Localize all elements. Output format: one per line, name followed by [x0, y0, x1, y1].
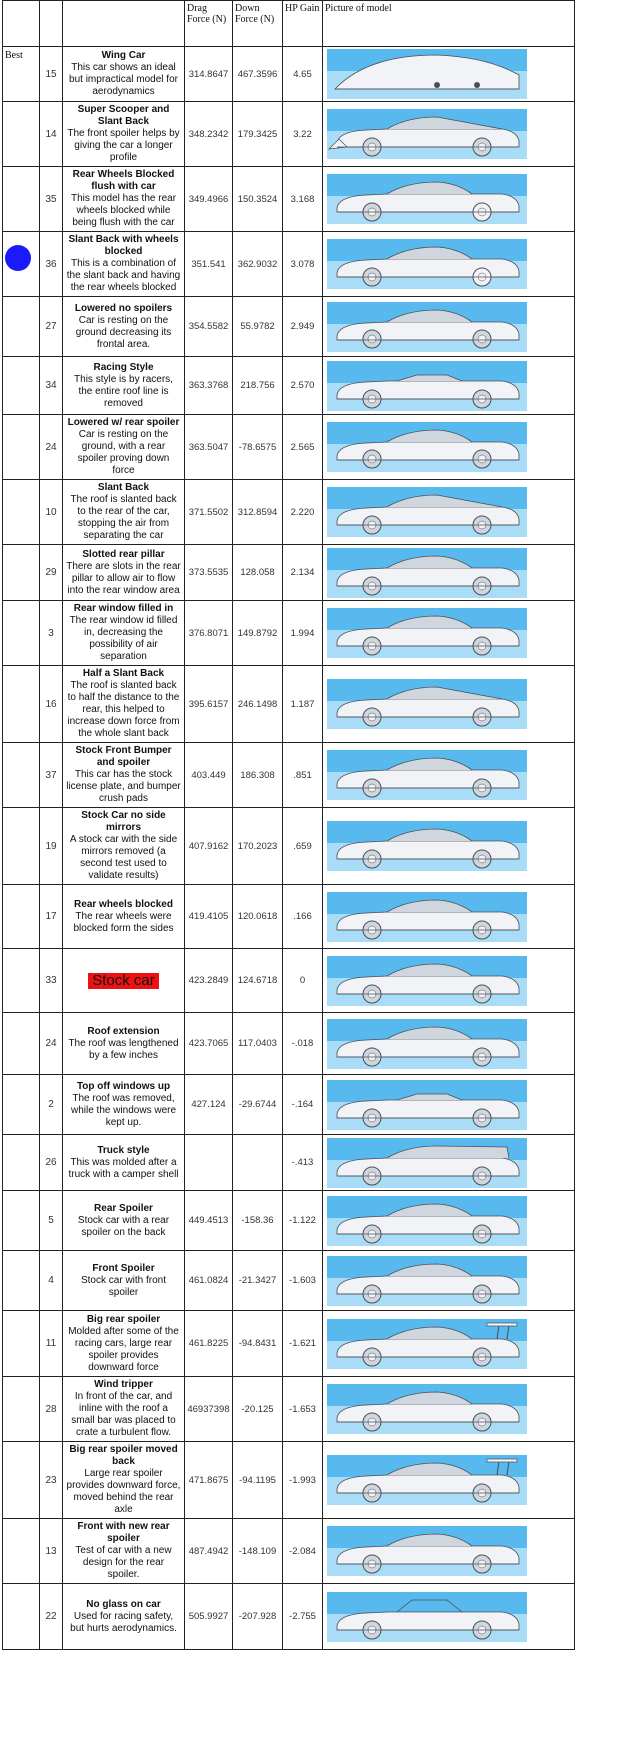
model-title: Slotted rear pillar: [82, 548, 165, 560]
rank-cell: [3, 47, 40, 102]
down-force-value: -78.6575: [233, 415, 283, 480]
model-description: [63, 1311, 185, 1377]
table-row: [3, 1442, 575, 1519]
table-row: [3, 297, 575, 357]
model-description: [63, 743, 185, 808]
model-body: Car is resting on the ground decreasing its frontal area.: [75, 314, 172, 350]
rank-cell: [3, 102, 40, 167]
hp-gain-value: -1.122: [283, 1191, 323, 1251]
model-picture: [323, 232, 575, 297]
model-picture: [323, 297, 575, 357]
model-number: 14: [40, 102, 63, 167]
model-body: The rear window id filled in, decreasing the possibility of air separation: [69, 615, 178, 662]
rank-cell: [3, 1519, 40, 1584]
car-model-image: [327, 1319, 527, 1369]
model-body: This model has the rear wheels blocked while being flush with the car: [70, 193, 177, 228]
drag-force-value: 427.124: [185, 1075, 233, 1135]
down-force-value: 120.0618: [233, 885, 283, 949]
model-body: The roof was lengthened by a few inches: [68, 1037, 179, 1061]
down-force-value: 186.308: [233, 743, 283, 808]
model-description: [63, 480, 185, 545]
down-force-value: 218.756: [233, 357, 283, 415]
down-force-value: 149.8792: [233, 601, 283, 666]
model-title: Lowered no spoilers: [74, 302, 173, 314]
model-body: Molded after some of the racing cars, large rear spoiler provides downward force: [68, 1325, 179, 1373]
model-description: [63, 1377, 185, 1442]
drag-force-value: 363.3768: [185, 357, 233, 415]
model-number: 22: [40, 1584, 63, 1650]
model-picture: [323, 480, 575, 545]
car-model-image: [327, 1455, 527, 1505]
model-number: 24: [40, 415, 63, 480]
model-title: No glass on car: [86, 1598, 161, 1610]
car-model-image: [327, 1080, 527, 1130]
model-title: Big rear spoiler moved back: [69, 1444, 178, 1467]
drag-force-value: 351.541: [185, 232, 233, 297]
model-description: [63, 1013, 185, 1075]
rank-cell: [3, 601, 40, 666]
model-description: [63, 1519, 185, 1584]
hp-gain-value: -2.755: [283, 1584, 323, 1650]
model-body: There are slots in the rear pillar to allow air to flow into the rear window area: [66, 560, 181, 596]
model-body: This was molded after a truck with a camper shell: [68, 1156, 179, 1180]
drag-force-value: 348.2342: [185, 102, 233, 167]
table-row: [3, 1075, 575, 1135]
model-description: [63, 1075, 185, 1135]
hp-gain-value: -1.653: [283, 1377, 323, 1442]
car-model-image: [327, 548, 527, 598]
model-number: 27: [40, 297, 63, 357]
model-body: Stock car with a rear spoiler on the back: [77, 1214, 170, 1238]
down-force-value: 362.9032: [233, 232, 283, 297]
hp-gain-value: 2.220: [283, 480, 323, 545]
hp-gain-value: -2.084: [283, 1519, 323, 1584]
model-title: Lowered w/ rear spoiler: [67, 417, 180, 428]
model-description: [63, 545, 185, 601]
car-model-image: [327, 1256, 527, 1306]
drag-force-value: 505.9927: [185, 1584, 233, 1650]
table-row: [3, 357, 575, 415]
model-title: Front Spoiler: [92, 1262, 155, 1274]
model-number: 2: [40, 1075, 63, 1135]
hp-gain-value: 2.570: [283, 357, 323, 415]
hp-gain-value: .166: [283, 885, 323, 949]
drag-force-value: 403.449: [185, 743, 233, 808]
down-force-value: -21.3427: [233, 1251, 283, 1311]
table-row: [3, 1013, 575, 1075]
hp-gain-value: 4.65: [283, 47, 323, 102]
rank-cell: [3, 545, 40, 601]
model-picture: [323, 1191, 575, 1251]
down-force-value: [233, 1135, 283, 1191]
table-row: [3, 545, 575, 601]
model-picture: [323, 1135, 575, 1191]
rank-cell: [3, 1442, 40, 1519]
model-number: 19: [40, 808, 63, 885]
model-title: Rear Wheels Blocked flush with car: [72, 169, 175, 192]
car-model-image: [327, 239, 527, 289]
car-model-image: [327, 1138, 527, 1188]
table-row: [3, 1584, 575, 1650]
drag-force-value: 461.0824: [185, 1251, 233, 1311]
table-row: [3, 885, 575, 949]
model-number: 5: [40, 1191, 63, 1251]
model-body: Car is resting on the ground, with a rear spoiler proving down force: [77, 429, 170, 476]
table-row: [3, 415, 575, 480]
model-title: Wind tripper: [94, 1379, 153, 1390]
model-number: 17: [40, 885, 63, 949]
model-picture: [323, 47, 575, 102]
down-force-value: 312.8594: [233, 480, 283, 545]
model-description: [63, 601, 185, 666]
table-row: [3, 1251, 575, 1311]
model-title: Truck style: [97, 1144, 150, 1156]
model-body: The roof is slanted back to half the distance to the rear, this helped to increase down force from the whole slant back: [67, 680, 180, 739]
model-number: 15: [40, 47, 63, 102]
model-title: Big rear spoiler: [86, 1313, 161, 1325]
model-picture: [323, 545, 575, 601]
model-number: 36: [40, 232, 63, 297]
down-force-value: 467.3596: [233, 47, 283, 102]
model-picture: [323, 415, 575, 480]
model-picture: [323, 1519, 575, 1584]
drag-force-value: 419.4105: [185, 885, 233, 949]
model-number: 34: [40, 357, 63, 415]
down-force-value: 170.2023: [233, 808, 283, 885]
rank-cell: [3, 1075, 40, 1135]
drag-force-value: 423.7065: [185, 1013, 233, 1075]
drag-force-value: 349.4966: [185, 167, 233, 232]
model-picture: [323, 1311, 575, 1377]
model-picture: [323, 1442, 575, 1519]
rank-cell: [3, 1191, 40, 1251]
model-picture: [323, 102, 575, 167]
table-row: [3, 1519, 575, 1584]
model-description: [63, 885, 185, 949]
hp-gain-value: 3.22: [283, 102, 323, 167]
model-number: 3: [40, 601, 63, 666]
model-body: Large rear spoiler provides downward force, moved behind the rear axle: [66, 1468, 181, 1515]
model-body: Stock car with front spoiler: [80, 1274, 167, 1298]
down-force-value: 55.9782: [233, 297, 283, 357]
hp-gain-value: -.018: [283, 1013, 323, 1075]
down-force-value: -94.8431: [233, 1311, 283, 1377]
rank-cell: [3, 167, 40, 232]
car-model-image: [327, 361, 527, 411]
header-drag-force: Drag Force (N): [185, 1, 233, 47]
hp-gain-value: .659: [283, 808, 323, 885]
down-force-value: 128.058: [233, 545, 283, 601]
model-number: 13: [40, 1519, 63, 1584]
model-body: A stock car with the side mirrors removed (a second test used to validate results): [69, 834, 178, 881]
model-title: Roof extension: [87, 1025, 160, 1037]
model-picture: [323, 885, 575, 949]
header-row: [3, 1, 575, 47]
table-row: [3, 601, 575, 666]
rank-cell: [3, 1311, 40, 1377]
rank-cell: [3, 415, 40, 480]
hp-gain-value: 2.949: [283, 297, 323, 357]
car-model-image: [327, 821, 527, 871]
down-force-value: -94.1195: [233, 1442, 283, 1519]
model-number: 37: [40, 743, 63, 808]
rank-cell: [3, 1013, 40, 1075]
rank-cell: [3, 232, 40, 297]
model-number: 28: [40, 1377, 63, 1442]
hp-gain-value: .851: [283, 743, 323, 808]
model-number: 23: [40, 1442, 63, 1519]
rank-cell: [3, 666, 40, 743]
hp-gain-value: 2.134: [283, 545, 323, 601]
down-force-value: -148.109: [233, 1519, 283, 1584]
rank-cell: [3, 808, 40, 885]
model-picture: [323, 1075, 575, 1135]
model-title: Slant Back: [97, 482, 150, 493]
rank-cell: [3, 743, 40, 808]
down-force-value: 117.0403: [233, 1013, 283, 1075]
models-table-body: [3, 47, 575, 1650]
hp-gain-value: -.164: [283, 1075, 323, 1135]
car-model-image: [327, 49, 527, 99]
table-row: [3, 808, 575, 885]
model-title: Rear Spoiler: [94, 1202, 153, 1214]
hp-gain-value: -1.603: [283, 1251, 323, 1311]
drag-force-value: 373.5535: [185, 545, 233, 601]
down-force-value: 246.1498: [233, 666, 283, 743]
down-force-value: -158.36: [233, 1191, 283, 1251]
header-down-force: Down Force (N): [233, 1, 283, 47]
model-title: Top off windows up: [76, 1080, 171, 1092]
rank-cell: [3, 1584, 40, 1650]
model-body: The rear wheels were blocked form the sides: [73, 910, 174, 934]
model-title: Rear window filled in: [73, 603, 174, 614]
model-description: [63, 808, 185, 885]
model-body: The roof is slanted back to the rear of the car, stopping the air from separating the car: [70, 494, 177, 541]
header-rank: [3, 1, 40, 47]
model-description: [63, 297, 185, 357]
down-force-value: 150.3524: [233, 167, 283, 232]
rank-cell: [3, 885, 40, 949]
hp-gain-value: -.413: [283, 1135, 323, 1191]
car-model-image: [327, 422, 527, 472]
model-description: [63, 1135, 185, 1191]
model-description: [63, 666, 185, 743]
model-picture: [323, 1377, 575, 1442]
table-row: [3, 1135, 575, 1191]
model-picture: [323, 1584, 575, 1650]
table-row: [3, 102, 575, 167]
model-description: [63, 232, 185, 297]
drag-force-value: 407.9162: [185, 808, 233, 885]
model-title: Racing Style: [93, 361, 154, 373]
hp-gain-value: 3.168: [283, 167, 323, 232]
car-model-image: [327, 1592, 527, 1642]
hp-gain-value: -1.621: [283, 1311, 323, 1377]
car-model-image: [327, 679, 527, 729]
header-desc: [63, 1, 185, 47]
car-model-image: [327, 1384, 527, 1434]
model-body: Used for racing safety, but hurts aerodynamics.: [70, 1610, 177, 1634]
model-picture: [323, 1251, 575, 1311]
drag-force-value: [185, 1135, 233, 1191]
table-row: [3, 949, 575, 1013]
model-description: [63, 102, 185, 167]
drag-force-value: 363.5047: [185, 415, 233, 480]
model-title: Slant Back with wheels blocked: [68, 234, 179, 257]
model-picture: [323, 949, 575, 1013]
model-description: [63, 415, 185, 480]
rank-cell: [3, 1377, 40, 1442]
model-description: [63, 357, 185, 415]
rank-cell: [3, 949, 40, 1013]
model-description: [63, 167, 185, 232]
model-number: 29: [40, 545, 63, 601]
model-number: 11: [40, 1311, 63, 1377]
model-body: Test of car with a new design for the rear spoiler.: [75, 1545, 172, 1580]
hp-gain-value: 1.994: [283, 601, 323, 666]
hp-gain-value: 1.187: [283, 666, 323, 743]
header-picture: Picture of model: [323, 1, 575, 47]
rank-cell: [3, 480, 40, 545]
best-label: Best: [5, 50, 23, 61]
rank-cell: [3, 1135, 40, 1191]
model-title: Rear wheels blocked: [74, 898, 173, 910]
rank-cell: [3, 357, 40, 415]
model-title: Front with new rear spoiler: [77, 1521, 170, 1544]
model-title: Super Scooper and Slant Back: [77, 104, 170, 127]
down-force-value: -207.928: [233, 1584, 283, 1650]
down-force-value: -29.6744: [233, 1075, 283, 1135]
drag-force-value: 376.8071: [185, 601, 233, 666]
drag-force-value: 371.5502: [185, 480, 233, 545]
drag-force-value: 449.4513: [185, 1191, 233, 1251]
table-row: [3, 1191, 575, 1251]
model-body: The front spoiler helps by giving the car a longer profile: [67, 128, 180, 163]
hp-gain-value: 0: [283, 949, 323, 1013]
model-body: The roof was removed, while the windows were kept up.: [70, 1092, 177, 1128]
rank-cell: [3, 297, 40, 357]
model-number: 4: [40, 1251, 63, 1311]
hp-gain-value: 3.078: [283, 232, 323, 297]
car-model-image: [327, 109, 527, 159]
model-description: [63, 1191, 185, 1251]
table-row: [3, 1377, 575, 1442]
model-body: In front of the car, and inline with the roof a small bar was placed to crate a turbulent flow.: [71, 1391, 176, 1438]
stock-car-label: Stock car: [88, 973, 159, 989]
drag-force-value: 461.8225: [185, 1311, 233, 1377]
hp-gain-value: 2.565: [283, 415, 323, 480]
model-picture: [323, 666, 575, 743]
table-row: [3, 167, 575, 232]
down-force-value: -20.125: [233, 1377, 283, 1442]
car-model-image: [327, 1526, 527, 1576]
model-picture: [323, 743, 575, 808]
model-description: [63, 1442, 185, 1519]
model-description: [63, 1584, 185, 1650]
table-row: [3, 480, 575, 545]
model-title: Wing Car: [101, 50, 146, 61]
model-number: 16: [40, 666, 63, 743]
model-number: 10: [40, 480, 63, 545]
model-picture: [323, 167, 575, 232]
car-model-image: [327, 1019, 527, 1069]
down-force-value: 124.6718: [233, 949, 283, 1013]
model-number: 35: [40, 167, 63, 232]
drag-force-value: 487.4942: [185, 1519, 233, 1584]
drag-force-value: 395.6157: [185, 666, 233, 743]
table-row: [3, 47, 575, 102]
down-force-value: 179.3425: [233, 102, 283, 167]
drag-force-value: 471.8675: [185, 1442, 233, 1519]
model-description: [63, 949, 185, 1013]
model-title: Stock Car no side mirrors: [81, 810, 166, 833]
car-model-image: [327, 302, 527, 352]
rank-cell: [3, 1251, 40, 1311]
car-model-image: [327, 1196, 527, 1246]
header-hp-gain: HP Gain: [283, 1, 323, 47]
table-row: [3, 666, 575, 743]
model-description: [63, 1251, 185, 1311]
model-title: Half a Slant Back: [82, 668, 165, 679]
models-table: [2, 0, 575, 1650]
hp-gain-value: -1.993: [283, 1442, 323, 1519]
car-model-image: [327, 750, 527, 800]
model-title: Stock Front Bumper and spoiler: [75, 745, 172, 768]
model-body: This car has the stock license plate, and bumper crush pads: [66, 769, 181, 804]
drag-force-value: 423.2849: [185, 949, 233, 1013]
table-row: [3, 232, 575, 297]
drag-force-value: 314.8647: [185, 47, 233, 102]
model-body: This car shows an ideal but impractical model for aerodynamics: [69, 62, 178, 97]
model-number: 26: [40, 1135, 63, 1191]
header-num: [40, 1, 63, 47]
model-picture: [323, 808, 575, 885]
model-number: 33: [40, 949, 63, 1013]
model-picture: [323, 357, 575, 415]
drag-force-value: 354.5582: [185, 297, 233, 357]
drag-force-value: 46937398: [185, 1377, 233, 1442]
model-description: [63, 47, 185, 102]
car-model-image: [327, 174, 527, 224]
model-picture: [323, 1013, 575, 1075]
car-model-image: [327, 487, 527, 537]
car-model-image: [327, 956, 527, 1006]
model-number: 24: [40, 1013, 63, 1075]
car-model-image: [327, 608, 527, 658]
blue-dot-marker: [5, 245, 31, 271]
table-row: [3, 743, 575, 808]
model-body: This is a combination of the slant back and having the rear wheels blocked: [66, 258, 181, 293]
model-picture: [323, 601, 575, 666]
car-model-image: [327, 892, 527, 942]
model-body: This style is by racers, the entire roof line is removed: [74, 373, 173, 409]
table-row: [3, 1311, 575, 1377]
